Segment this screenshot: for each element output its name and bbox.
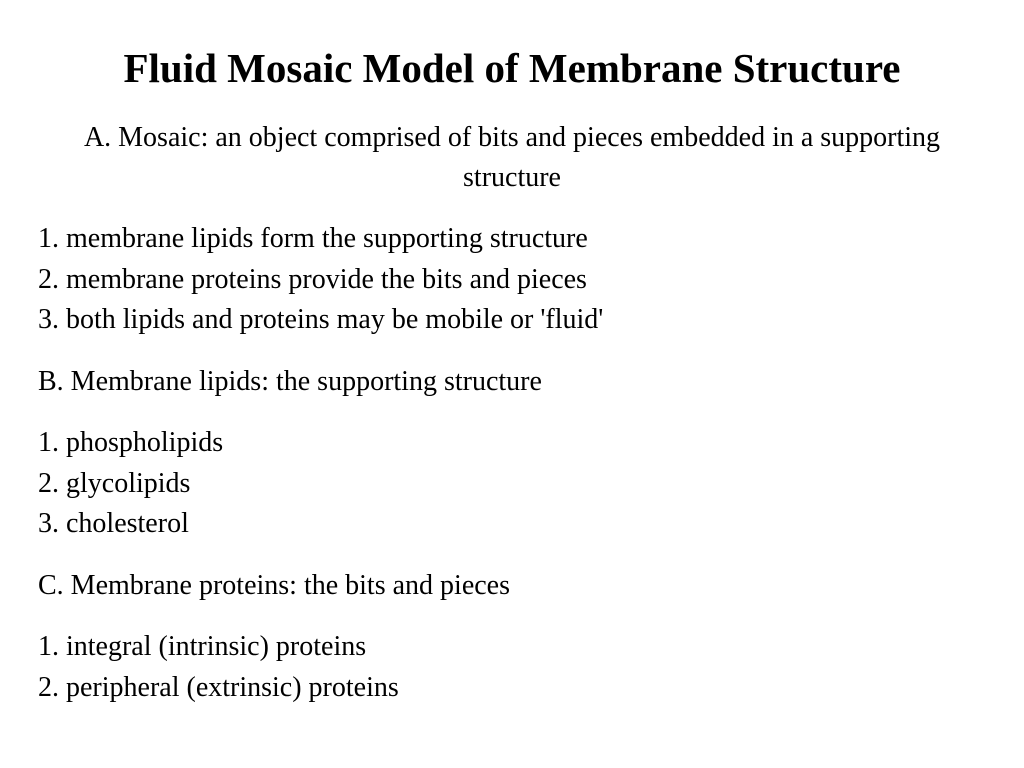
list-item: 2. glycolipids (38, 467, 191, 499)
slide-title: Fluid Mosaic Model of Membrane Structure (123, 45, 901, 91)
list-item: 3. cholesterol (38, 508, 189, 539)
list-item: 1. phospholipids (38, 427, 224, 458)
section-a-heading: A. Mosaic: an object comprised of bits and pieces embedded in a supporting structure (83, 122, 941, 193)
section-c-list (38, 627, 399, 708)
list-item: 2. membrane proteins provide the bits and pieces (38, 263, 587, 295)
section-b-list (38, 423, 223, 545)
list-item: 1. integral (intrinsic) proteins (38, 631, 367, 662)
list-item: 1. membrane lipids form the supporting structure (38, 223, 588, 254)
section-c-heading: C. Membrane proteins: the bits and pieces (38, 570, 510, 601)
list-item: 3. both lipids and proteins may be mobile or 'fluid' (38, 304, 604, 335)
list-item: 2. peripheral (extrinsic) proteins (38, 671, 399, 703)
section-a-list (38, 219, 603, 341)
section-b-heading: B. Membrane lipids: the supporting structure (38, 366, 542, 397)
